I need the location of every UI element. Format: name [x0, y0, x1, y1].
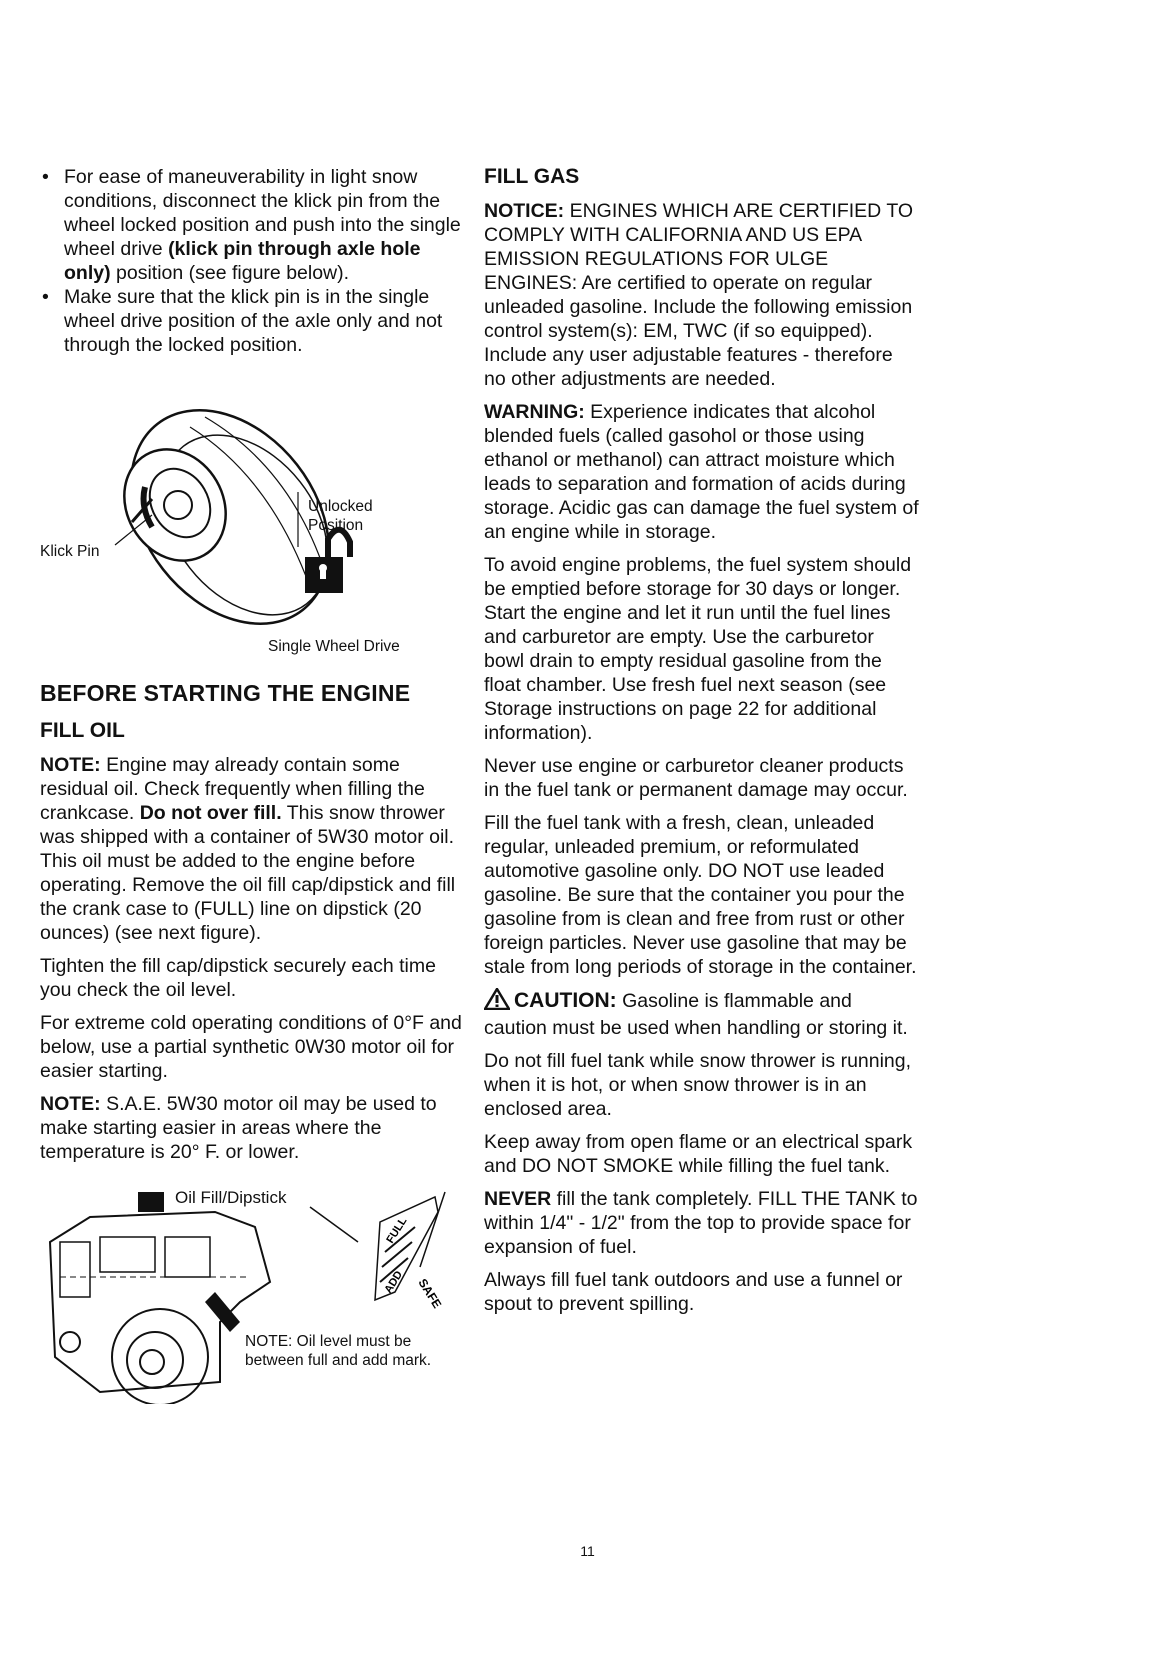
do-not-fill-paragraph: Do not fill fuel tank while snow thrower is running, when it is hot, or when snow thrower is in an enclosed area. — [484, 1050, 912, 1120]
warning-triangle-icon — [484, 988, 510, 1016]
fill-tank-paragraph: Fill the fuel tank with a fresh, clean, unleaded regular, unleaded premium, or reformulated automotive gasoline only. DO NOT use leaded gasoline. Be sure that the container you pour the gasoline from is clean and free from rust or other foreign particles. Never use gasoline that may be stale from long periods of storage in the container. — [484, 812, 917, 978]
oil-fill-dipstick-label: Oil Fill/Dipstick — [175, 1188, 287, 1207]
wheel-illustration — [40, 387, 465, 669]
cold-paragraph: For extreme cold operating conditions of 0°F and below, use a partial synthetic 0W30 motor oil for easier starting. — [40, 1012, 462, 1082]
position-label: Position — [308, 517, 364, 534]
fill-oil-heading: FILL OIL — [40, 719, 125, 742]
klick-pin-bullets — [40, 165, 465, 357]
stick-full-text: FULL — [384, 1215, 410, 1246]
sae-note: NOTE: S.A.E. 5W30 motor oil may be used to make starting easier in areas where the temperature is 20° F. or lower. — [40, 1093, 437, 1163]
klick-pin-label: Klick Pin — [40, 543, 100, 560]
fill-gas-heading: FILL GAS — [484, 165, 580, 188]
oil-level-note: NOTE: Oil level must be between full and add mark. — [245, 1333, 432, 1369]
avoid-problems-paragraph: To avoid engine problems, the fuel system should be emptied before storage for 30 days or longer. Start the engine and let it run until the fuel lines and carburetor are empty. Use the carburetor bowl drain to empty residual gasoline from the float chamber. Use fresh fuel next season (see Storage instructions on page 22 for additional information). — [484, 554, 912, 744]
stick-add-text: ADD — [382, 1269, 406, 1296]
dipstick-figure — [40, 1182, 465, 1404]
right-column — [484, 165, 919, 1325]
never-fill-paragraph: NEVER fill the tank completely. FILL THE TANK to within 1/4" - 1/2" from the top to provide space for expansion of fuel. — [484, 1188, 918, 1258]
single-wheel-drive-label: Single Wheel Drive — [268, 638, 400, 655]
page-number: 11 — [580, 1543, 595, 1559]
bullet-maneuverability: • For ease of maneuverability in light snow conditions, disconnect the klick pin from the wheel locked position and push into the single wheel drive (klick pin through axle hole only) position (see figure below). — [64, 165, 465, 285]
warning-paragraph: WARNING: Experience indicates that alcohol blended fuels (called gasohol or those using ethanol or methanol) can attract moisture which leads to separation and formation of acids during storage. Acidic gas can damage the fuel system of an engine while in storage. — [484, 401, 919, 543]
keep-away-paragraph: Keep away from open flame or an electrical spark and DO NOT SMOKE while filling the fuel tank. — [484, 1131, 913, 1177]
wheel-figure — [40, 387, 465, 669]
notice-paragraph: NOTICE: ENGINES WHICH ARE CERTIFIED TO COMPLY WITH CALIFORNIA AND US EPA EMISSION REGULATIONS FOR ULGE ENGINES: Are certified to operate on regular unleaded gasoline. Include the following emission control system(s): EM, TWC (if so equipped). Include any user adjustable features - therefore no other adjustments are needed. — [484, 200, 914, 390]
left-column — [40, 165, 465, 1404]
unlocked-label: Unlocked — [308, 498, 373, 515]
oil-note: NOTE: Engine may already contain some residual oil. Check frequently when filling the crankcase. Do not over fill. This snow thrower was shipped with a container of 5W30 motor oil. This oil must be added to the engine before operating. Remove the oil fill cap/dipstick and fill the crank case to (FULL) line on dipstick (20 ounces) (see next figure). — [40, 754, 456, 944]
caution-paragraph: CAUTION: Gasoline is flammable and caution must be used when handling or storing it. — [484, 989, 908, 1039]
never-cleaner-paragraph: Never use engine or carburetor cleaner products in the fuel tank or permanent damage may occur. — [484, 755, 908, 801]
engine-illustration — [40, 1182, 465, 1404]
stick-safe-text: SAFE — [415, 1276, 445, 1311]
always-fill-paragraph: Always fill fuel tank outdoors and use a funnel or spout to prevent spilling. — [484, 1269, 903, 1315]
tighten-paragraph: Tighten the fill cap/dipstick securely each time you check the oil level. — [40, 955, 436, 1001]
before-starting-heading: BEFORE STARTING THE ENGINE — [40, 680, 411, 706]
bullet-single-wheel: • Make sure that the klick pin is in the single wheel drive position of the axle only and not through the locked position. — [64, 285, 465, 357]
